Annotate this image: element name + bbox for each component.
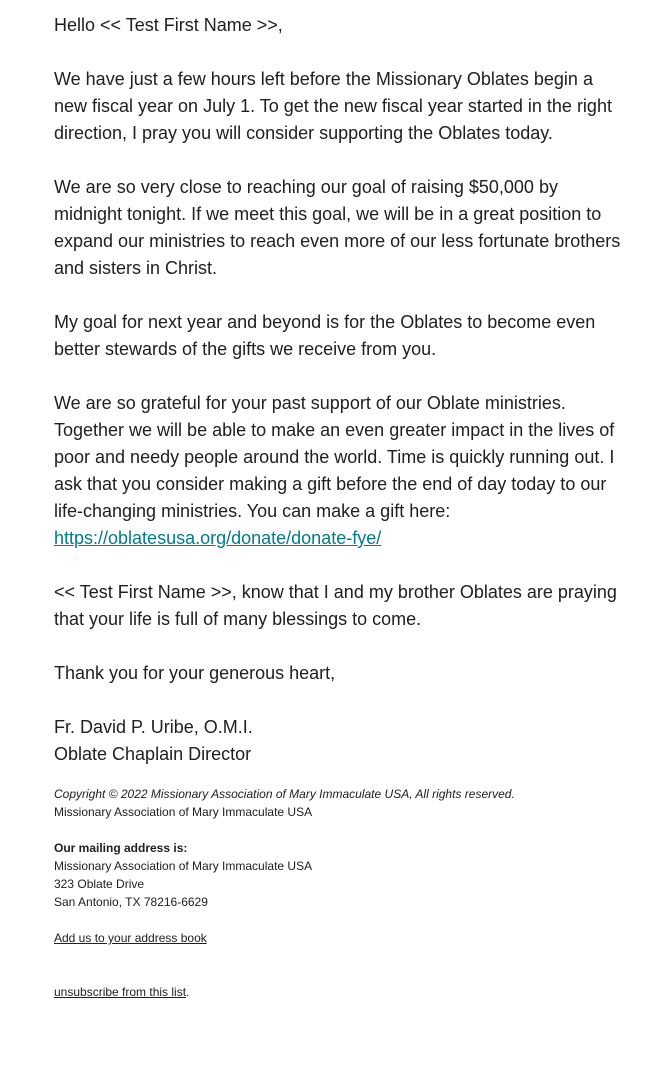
paragraph-goal: We are so very close to reaching our goal of raising $50,000 by midnight tonight. If we meet this goal, we will be in a great position to expand our ministries to reach even more of our less fortunate brothers and sisters in Christ. bbox=[54, 177, 621, 278]
paragraph-stewards: My goal for next year and beyond is for the Oblates to become even better stewards of the gifts we receive from you. bbox=[54, 312, 596, 359]
paragraph-thanks: Thank you for your generous heart, bbox=[54, 663, 336, 683]
address-book-link[interactable]: Add us to your address book bbox=[54, 931, 207, 945]
email-footer bbox=[54, 785, 634, 1001]
email-body bbox=[54, 12, 624, 795]
address-line: 323 Oblate Drive bbox=[54, 877, 145, 891]
address-line: San Antonio, TX 78216-6629 bbox=[54, 895, 208, 909]
paragraph-grateful bbox=[54, 390, 624, 552]
paragraph-grateful-text: We are so grateful for your past support of our Oblate ministries. Together we will be able to make an even greater impact in the lives of poor and needy people around the world. Time is quickly running out. I ask that you consider making a gift before the end of day today to our life-changing ministries. You can make a gift here: bbox=[54, 393, 615, 521]
unsubscribe-link[interactable]: unsubscribe from this list bbox=[54, 985, 187, 999]
unsubscribe-suffix: . bbox=[186, 985, 190, 999]
donate-link[interactable]: https://oblatesusa.org/donate/donate-fye/ bbox=[54, 528, 382, 548]
signature-title: Oblate Chaplain Director bbox=[54, 744, 252, 764]
paragraph-fiscal-year: We have just a few hours left before the Missionary Oblates begin a new fiscal year on July 1. To get the new fiscal year started in the right direction, I pray you will consider supporting the Oblates today. bbox=[54, 69, 612, 143]
signature bbox=[54, 714, 624, 768]
signature-name: Fr. David P. Uribe, O.M.I. bbox=[54, 717, 253, 737]
greeting: Hello << Test First Name >>, bbox=[54, 15, 283, 35]
footer-org: Missionary Association of Mary Immaculate USA bbox=[54, 805, 313, 819]
copyright: Copyright © 2022 Missionary Association of Mary Immaculate USA, All rights reserved. bbox=[54, 787, 515, 801]
address-line: Missionary Association of Mary Immaculate USA bbox=[54, 859, 313, 873]
paragraph-praying: << Test First Name >>, know that I and my brother Oblates are praying that your life is full of many blessings to come. bbox=[54, 582, 617, 629]
mailing-label: Our mailing address is: bbox=[54, 841, 188, 855]
